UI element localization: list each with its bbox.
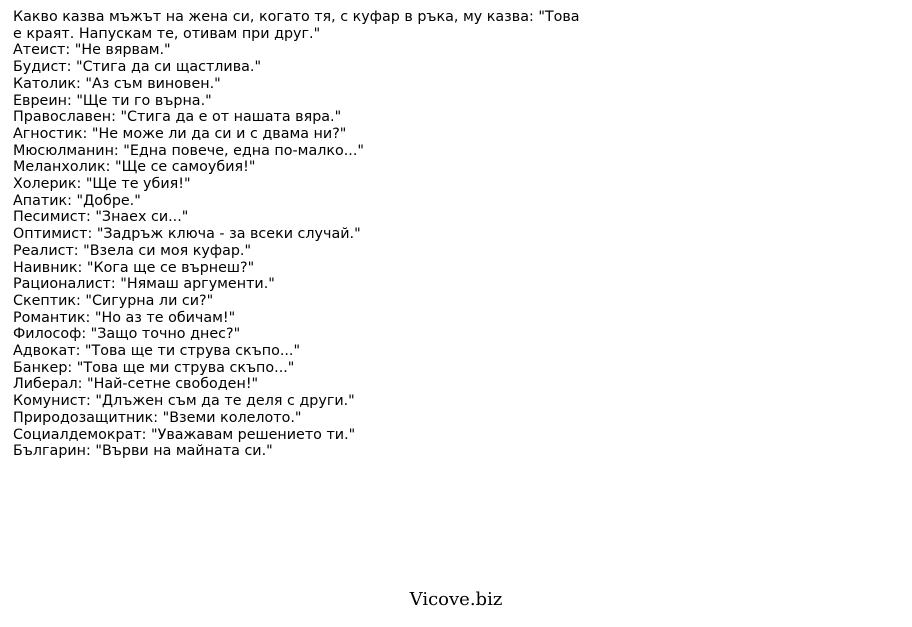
- joke-line-optimist: Оптимист: "Задръж ключа - за всеки случай.": [13, 226, 361, 243]
- site-watermark: Vicove.biz: [409, 589, 503, 610]
- joke-line-catholic: Католик: "Аз съм виновен.": [13, 75, 221, 92]
- joke-line-choleric: Холерик: "Ще те убия!": [13, 176, 191, 193]
- joke-line-jew: Евреин: "Ще ти го върна.": [13, 92, 212, 109]
- joke-line-buddhist: Будист: "Стига да си щастлива.": [13, 59, 262, 76]
- joke-line-social-democrat: Социалдемократ: "Уважавам решението ти.": [13, 426, 356, 443]
- joke-line-communist: Комунист: "Длъжен съм да те деля с други.": [13, 393, 355, 410]
- joke-line-lawyer: Адвокат: "Това ще ти струва скъпо...": [13, 343, 301, 360]
- joke-line-romantic: Романтик: "Но аз те обичам!": [13, 309, 236, 326]
- joke-line-rationalist: Рационалист: "Нямаш аргументи.": [13, 276, 275, 293]
- joke-line-banker: Банкер: "Това ще ми струва скъпо...": [13, 359, 295, 376]
- joke-line-environmentalist: Природозащитник: "Вземи колелото.": [13, 409, 302, 426]
- joke-line-liberal: Либерал: "Най-сетне свободен!": [13, 376, 259, 393]
- joke-line-philosopher: Философ: "Защо точно днес?": [13, 326, 241, 343]
- joke-text: [13, 9, 613, 460]
- joke-line-atheist: Атеист: "Не вярвам.": [13, 42, 171, 59]
- joke-line-bulgarian: Българин: "Върви на майната си.": [13, 443, 273, 460]
- joke-line-pessimist: Песимист: "Знаех си...": [13, 209, 189, 226]
- joke-line-agnostic: Агностик: "Не може ли да си и с двама ни?": [13, 125, 347, 142]
- joke-intro: Какво казва мъжът на жена си, когато тя, с куфар в ръка, му казва: "Това е краят. Напускам те, отивам при друг.": [13, 9, 580, 42]
- joke-line-muslim: Мюсюлманин: "Една повече, една по-малко...": [13, 142, 364, 159]
- joke-line-apathetic: Апатик: "Добре.": [13, 192, 141, 209]
- joke-line-orthodox: Православен: "Стига да е от нашата вяра.": [13, 109, 342, 126]
- joke-line-naive: Наивник: "Кога ще се върнеш?": [13, 259, 255, 276]
- joke-line-melancholic: Меланхолик: "Ще се самоубия!": [13, 159, 256, 176]
- joke-line-skeptic: Скептик: "Сигурна ли си?": [13, 292, 214, 309]
- joke-line-realist: Реалист: "Взела си моя куфар.": [13, 242, 252, 259]
